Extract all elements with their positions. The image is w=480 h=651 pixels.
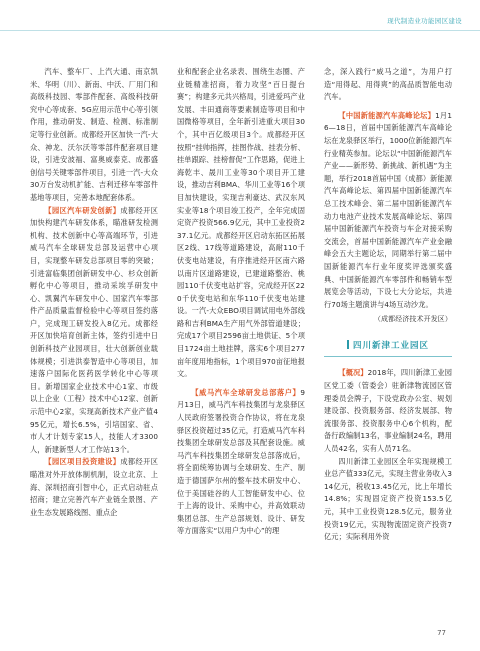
section-heading: 【园区项目投资建设】 [44, 457, 121, 467]
paragraph: 业和配套企业名录表、围绕生态圈、产业链精准招商，着力攻坚“百日提台赛”；构建多元共兴格局，引进爱玛产业发展、丰田通商等要素制造等项目和中国微格等项目，全年新引进重大项目30个，其中百亿级项目3个。成都经开区按照“挂帅指挥，挂图作战、挂表分析、挂单跟踪、挂榜督促”工作思路，促进上海乾丰、晟川工业等30个项目开工建设，推动吉利BMA、华川工业等16个项目加快建设，实现吉利豪达、武汉东风实业等18个项目竣工投产，全年完成固定资产投资566.9亿元，其中工业投资237.1亿元。成都经开区启动东拓区拓展区2线、17线等道路建设，高耐110千伏变电站建设，有序推进经开区南六路以南片区道路建设，已建道路整治、桃园110千伏变电站扩容，完成经开区220千伏变电站和东华110千伏变电站建设。一汽-大众EBO项目调试用电外部线路和吉利BMA生产用气外部管道建设；完成17个项目2596亩土地供证、5个项目1724亩土地挂牌，落实6个项目277亩年度用地指标，1个项目970亩征地报文。 [177, 67, 306, 379]
section-heading: 【中国新能源汽车高峰论坛】 [338, 110, 436, 120]
column-1 [30, 66, 158, 519]
column-2 [177, 66, 305, 538]
paragraph-text: 1月16—18日，首届中国新能源汽车高峰论坛在龙泉驿区举行，1000位新能源汽车行业精英参加。论坛以“中国新能源汽车产业——新形势、新挑战、新机遇”为主题，举行2018首届中国（成都）新能源汽车高峰论坛、第四届中国新能源汽车总工技术峰会、第二届中国新能源汽车动力电池产业技术发展高峰论坛、第四届中国新能源汽车投资与车企对接采购交流会，首届中国新能源汽车产业金融峰会五大主题论坛，同期举行第二届中国新能源汽车行业年度奖评选颁奖盛典、中国新能源汽车零部件和畅销车型展览会等活动，下设七大分论坛，共进行70场主题演讲与4场互动沙龙。 [324, 110, 453, 309]
paragraph-rd-innovation [30, 205, 158, 457]
section-heading: 【概况】 [338, 368, 368, 378]
running-header: 现代制造业功能园区建设 [387, 17, 462, 25]
section-heading: 【园区汽车研发创新】 [44, 205, 121, 215]
paragraph-overview [324, 367, 452, 455]
paragraph-text: 成都经开区加快构建汽车研发体系，瞄准研发检测机构、技术创新中心等高端环节，引进威马汽车全球研发总部及运营中心项目，实现整车研发总部项目零的突破；引进富临集团创新研发中心、杉众创新孵化中心等项目，推动采埃孚研发中心、凯翼汽车研发中心、国家汽车零部件产品质量监督检验中心等项目签约落户，完成现工研发投入8亿元。成都经开区加快培育创新主体，签约引进中日创新科技产业园项目，壮大创新创业载体规模；引进洪泰智造中心等项目，加速落户国际化医药医学转化中心等项目。新增国家企业技术中心1家、市级以上企业（工程）技术中心12家、创新示范中心2家，实现高新技术产业产值495亿元，增长6.5%，引培国家、省、市人才计划专家15人，技能人才3300人，新建新型人才工作站13个。 [30, 205, 158, 454]
paragraph-text: 9月13日，威马汽车科技集团与龙泉驿区人民政府签署投资合作协议，将在龙泉驿区投资超过35亿元，打造威马汽车科技集团全球研发总部及其配套设施。威马汽车科技集团全球研发总部落成后，将全面统筹协调与全球研发、生产、制造于德国萨尔州的整车技术研发中心、位于美国硅谷的人工智能研发中心、位于上海的设计、采购中心，并高效联动集团总部、生产总部规划、设计、研发等方面落实“以用户为中心”的理 [177, 387, 305, 536]
paragraph-investment [30, 456, 158, 519]
park-title-text: 四川新津工业园区 [352, 340, 429, 351]
paragraph-text: 成都经开区瞄准对外开放体制机制，设立北京、上海、深圳招商引智中心，正式启动驻点招商；建立完善汽车产业链全景图、产业生态发展路线图、重点企 [30, 457, 158, 517]
paragraph: 念，深入践行“威马之道”，为用户打造“用得起、用得爽”的高品质智能电动汽车。 [324, 67, 452, 102]
park-section-title [324, 340, 452, 358]
paragraph-weima [177, 387, 305, 538]
page-number: 77 [437, 629, 446, 637]
title-bar-mark [347, 340, 349, 349]
paragraph-forum [324, 110, 452, 312]
paragraph: 四川新津工业园区全年实现规模工业总产值333亿元，实现主营业务收入314亿元，税收13.45亿元，比上年增长14.8%；实现固定资产投资153.5亿元，其中工业投资128.5亿元，服务业投资19亿元，实现物流固定资产投资7亿元；实际利用外资 [324, 456, 453, 542]
column-3 [324, 66, 452, 544]
paragraph-text: 2018年，四川新津工业园区党工委（管委会）驻新津物流园区管理委员会牌子，下设党政办公室、规划建设部、投资服务部、经济发展部、物流服务部、投资服务中心6个机构，配备行政编制13名，事业编制24名，聘用人员42名，实有人员71名。 [324, 368, 453, 454]
header-rule [0, 30, 480, 31]
paragraph: 汽车、整车厂、上汽大通、南京凯米、华明（川）、新南、中沃、厂用门和高级科技园、零部件配套、高级科技研究中心等成套、5G应用示范中心等引领作用，推动研发、制造、检测、标准制定等行业创新。成都经开区加快一汽-大众、神龙、沃尔沃等零部件配套项目建设，引进安波福、富奥威泰克、成都盛创信号关键零部件项目，引进一汽-大众30万台发动机扩能、吉利迁移车零部件基地等项目，完善本地配套体系。 [30, 67, 158, 202]
source-signature: （成都经济技术开发区） [373, 315, 452, 324]
section-heading: 【威马汽车全球研发总部落户】 [191, 387, 301, 397]
